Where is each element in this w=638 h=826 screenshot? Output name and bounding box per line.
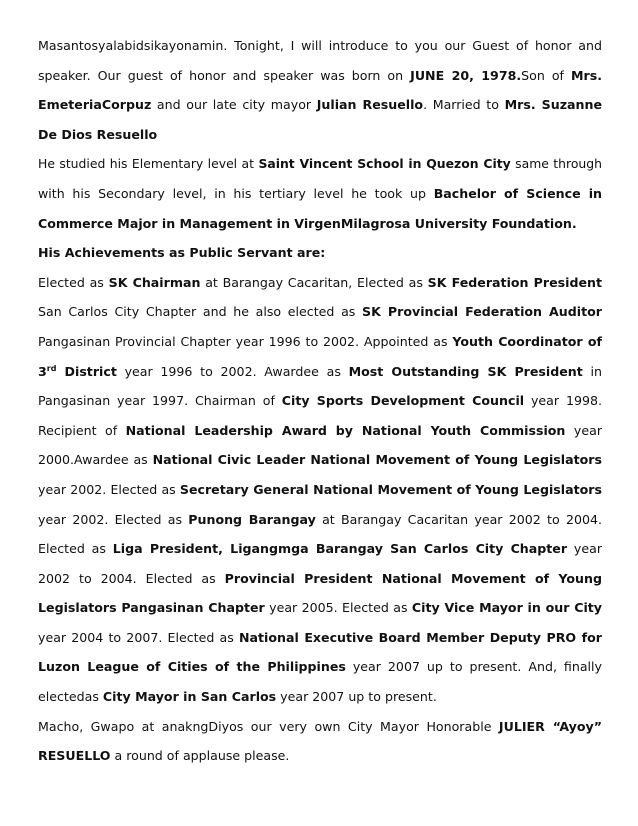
bold-text: City Mayor in San Carlos [102,689,277,705]
text-run: 2002 to 2004. Elected as [38,570,225,586]
father-name: Julian Resuello [316,97,424,113]
text-line [38,244,602,274]
text-line [38,363,602,393]
text-run: Masantosyalabidsikayonamin. Tonight, I will introduce to you our Guest of honor and [38,38,602,53]
education-paragraph [38,155,602,244]
text-run: Pangasinan year 1997. Chairman of [38,393,282,409]
bold-text: National Leadership Award by National Youth Commission [125,422,566,438]
text-run: year 1996 to 2002. Awardee as [116,363,349,379]
achievements-heading [38,244,602,274]
text-run: with his Secondary level, in his tertiary level he took up [38,185,434,201]
text-run: year 2005. Elected as [264,600,412,616]
bold-text: Luzon League of Cities of the Philippines [38,659,346,675]
bold-text: SK Provincial Federation Auditor [362,304,602,320]
spouse-name: De Dios Resuello [38,126,158,142]
text-run: District [56,363,117,379]
intro-paragraph [38,37,602,155]
text-run: and our late city mayor [151,97,317,113]
ordinal-number: 3 [38,363,47,379]
text-run: San Carlos City Chapter and he also elected as [38,304,363,320]
bold-text: Secretary General National Movement of Young Legislators [179,481,602,497]
text-line [38,303,602,333]
bold-text: National Civic Leader National Movement of Young Legislators [152,452,602,468]
text-line [38,658,602,688]
school-name: Saint Vincent School in Quezon City [258,156,511,172]
text-line [38,422,602,452]
text-run: . Married to [423,97,505,113]
bold-text: Youth Coordinator of [452,333,603,349]
text-line [38,511,602,541]
text-line [38,747,602,777]
text-line [38,215,602,245]
text-line [38,126,602,156]
text-run: same through [510,156,602,172]
text-run: in [582,363,602,379]
text-run: year 1998. [524,393,602,409]
closing-paragraph [38,718,602,777]
text-line [38,155,602,185]
bold-text: Mrs. [571,67,603,83]
text-run: at Barangay Cacaritan year 2002 to 2004. [315,511,602,527]
text-line [38,37,602,67]
mayor-surname: RESUELLO [38,748,111,764]
text-run: year [567,541,602,557]
text-line [38,274,602,304]
bold-text [38,364,117,379]
text-run: year 2004 to 2007. Elected as [38,629,239,645]
text-run: year 2002. Elected as [38,481,180,497]
text-line [38,688,602,718]
bold-text: National Executive Board Member Deputy PRO for [238,629,602,645]
text-run: Elected as [38,274,109,290]
text-line [38,599,602,629]
text-line [38,451,602,481]
mayor-nickname: JULIER “Ayoy” [498,718,602,734]
spouse-name: Mrs. Suzanne [504,97,602,113]
text-line [38,392,602,422]
birth-date: JUNE 20, 1978. [410,67,522,83]
text-run: electedas [38,689,103,705]
bold-text: Legislators Pangasinan Chapter [38,600,265,616]
text-line [38,481,602,511]
text-run: Macho, Gwapo at anakngDiyos our very own City Mayor Honorable [38,718,499,734]
ordinal-suffix: rd [46,363,57,373]
text-run: year 2007 up to present. [276,689,437,705]
text-line [38,185,602,215]
degree-name: Bachelor of Science in [433,185,602,201]
text-run: at Barangay Cacaritan, Elected as [200,274,428,290]
heading-text: His Achievements as Public Servant are: [38,245,326,261]
text-line [38,718,602,748]
text-line [38,333,602,363]
text-line [38,570,602,600]
text-line [38,540,602,570]
text-line [38,96,602,126]
bold-text: Most Outstanding SK President [348,363,583,379]
text-run: year [565,422,602,438]
text-run: Pangasinan Provincial Chapter year 1996 to 2002. Appointed as [38,333,453,349]
bold-text: City Vice Mayor in our City [411,600,602,616]
bold-text: SK Chairman [108,274,201,290]
text-run: year 2002. Elected as [38,511,189,527]
mother-name: EmeteriaCorpuz [38,97,152,113]
text-run: Elected as [38,541,113,557]
degree-name: Commerce Major in Management in VirgenMilagrosa University Foundation. [38,215,577,231]
bold-text: Provincial President National Movement of Young [224,570,602,586]
achievements-paragraph [38,274,602,718]
text-run: speaker. Our guest of honor and speaker was born on [38,67,411,83]
text-run: year 2007 up to present. And, finally [345,659,602,675]
text-line [38,67,602,97]
bold-text: SK Federation President [427,274,602,290]
text-run: a round of applause please. [110,748,290,764]
text-run: 2000.Awardee as [38,452,153,468]
text-line [38,629,602,659]
bold-text: Punong Barangay [188,511,316,527]
bold-text: Liga President, Ligangmga Barangay San Carlos City Chapter [112,541,568,557]
text-run: Son of [521,67,571,83]
bold-text: City Sports Development Council [281,393,525,409]
text-run: Recipient of [38,422,126,438]
text-run: He studied his Elementary level at [38,156,259,172]
